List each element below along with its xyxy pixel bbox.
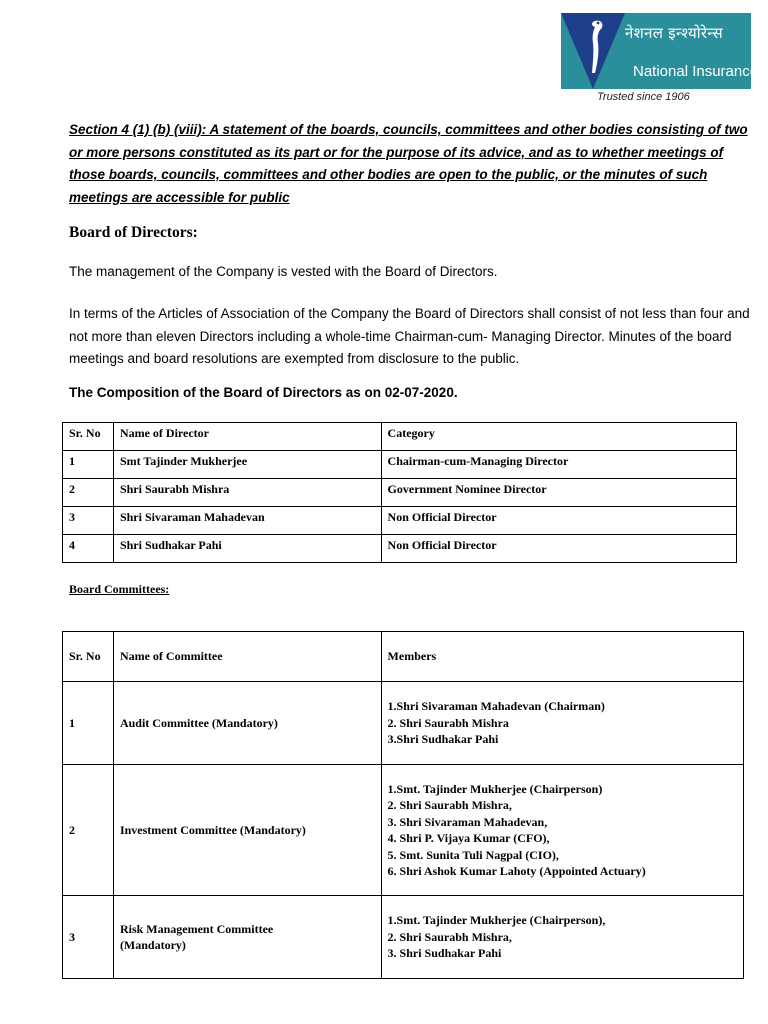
table-header-row bbox=[63, 423, 737, 451]
director-name: Smt Tajinder Mukherjee bbox=[113, 451, 381, 479]
company-logo bbox=[561, 13, 759, 89]
member-line: 3. Shri Sivaraman Mahadevan, bbox=[387, 814, 548, 829]
committees-table bbox=[62, 631, 744, 979]
table-row bbox=[63, 765, 744, 896]
director-name: Shri Saurabh Mishra bbox=[113, 479, 381, 507]
board-committees-heading: Board Committees: bbox=[69, 582, 170, 596]
logo-english-name: National Insurance bbox=[633, 63, 759, 80]
peacock-logo-icon bbox=[561, 13, 625, 89]
director-category: Non Official Director bbox=[381, 507, 736, 535]
committee-name-line: Audit Committee (Mandatory) bbox=[119, 715, 278, 730]
committee-members bbox=[381, 765, 743, 896]
committee-members bbox=[381, 896, 743, 979]
committee-name-line: Risk Management Committee bbox=[119, 921, 274, 936]
member-line: 1.Shri Sivaraman Mahadevan (Chairman) bbox=[387, 699, 605, 714]
board-of-directors-heading: Board of Directors: bbox=[69, 224, 198, 241]
articles-paragraph: In terms of the Articles of Association of the Company the Board of Directors shall consist of not less than four and not more than eleven Directors including a whole-time Chairman-cum- Managing Director. Minutes of the board meetings and board resolutions are exempted from disclosure to the public. bbox=[69, 306, 750, 366]
header-sr-no: Sr. No bbox=[63, 423, 114, 451]
member-line: 2. Shri Saurabh Mishra bbox=[387, 715, 509, 730]
table-row bbox=[63, 451, 737, 479]
header-members: Members bbox=[381, 632, 743, 682]
table-row bbox=[63, 507, 737, 535]
header-category: Category bbox=[381, 423, 736, 451]
directors-table bbox=[62, 422, 737, 563]
director-category: Non Official Director bbox=[381, 535, 736, 563]
sr-no: 3 bbox=[63, 896, 114, 979]
table-row bbox=[63, 535, 737, 563]
sr-no: 4 bbox=[63, 535, 114, 563]
member-line: 4. Shri P. Vijaya Kumar (CFO), bbox=[387, 831, 550, 845]
sr-no: 2 bbox=[63, 479, 114, 507]
director-name: Shri Sivaraman Mahadevan bbox=[113, 507, 381, 535]
composition-heading: The Composition of the Board of Directors as on 02-07-2020. bbox=[69, 385, 458, 400]
sr-no: 1 bbox=[63, 682, 114, 765]
section-heading: Section 4 (1) (b) (viii): A statement of the boards, councils, committees and other bodies consisting of two or more persons constituted as its part or for the purpose of its advice, and as to whether meetings of those boards, councils, committees and other bodies are open to the public, or the minutes of such meetings are accessible for public bbox=[69, 122, 748, 205]
header-sr-no: Sr. No bbox=[63, 632, 114, 682]
member-line: 1.Smt. Tajinder Mukherjee (Chairperson), bbox=[387, 913, 606, 928]
header-committee-name: Name of Committee bbox=[113, 632, 381, 682]
table-row bbox=[63, 896, 744, 979]
sr-no: 1 bbox=[63, 451, 114, 479]
committee-name bbox=[113, 682, 381, 765]
member-line: 1.Smt. Tajinder Mukherjee (Chairperson) bbox=[387, 781, 603, 796]
member-line: 6. Shri Ashok Kumar Lahoty (Appointed Actuary) bbox=[387, 864, 646, 878]
member-line: 2. Shri Saurabh Mishra, bbox=[387, 798, 512, 812]
committee-name bbox=[113, 896, 381, 979]
director-name: Shri Sudhakar Pahi bbox=[113, 535, 381, 563]
member-line: 3. Shri Sudhakar Pahi bbox=[387, 946, 502, 961]
committee-name bbox=[113, 765, 381, 896]
committee-name-line: (Mandatory) bbox=[119, 938, 186, 952]
member-line: 2. Shri Saurabh Mishra, bbox=[387, 929, 512, 944]
member-line: 5. Smt. Sunita Tuli Nagpal (CIO), bbox=[387, 847, 559, 862]
logo-tagline: Trusted since 1906 bbox=[597, 91, 690, 103]
committee-members bbox=[381, 682, 743, 765]
logo-hindi-name: नेशनल इन्श्योरेन्स bbox=[625, 24, 723, 42]
committee-name-line: Investment Committee (Mandatory) bbox=[119, 822, 306, 837]
table-row bbox=[63, 682, 744, 765]
sr-no: 2 bbox=[63, 765, 114, 896]
sr-no: 3 bbox=[63, 507, 114, 535]
director-category: Chairman-cum-Managing Director bbox=[381, 451, 736, 479]
management-paragraph: The management of the Company is vested with the Board of Directors. bbox=[69, 264, 498, 279]
table-header-row bbox=[63, 632, 744, 682]
director-category: Government Nominee Director bbox=[381, 479, 736, 507]
table-row bbox=[63, 479, 737, 507]
member-line: 3.Shri Sudhakar Pahi bbox=[387, 732, 499, 747]
header-director-name: Name of Director bbox=[113, 423, 381, 451]
